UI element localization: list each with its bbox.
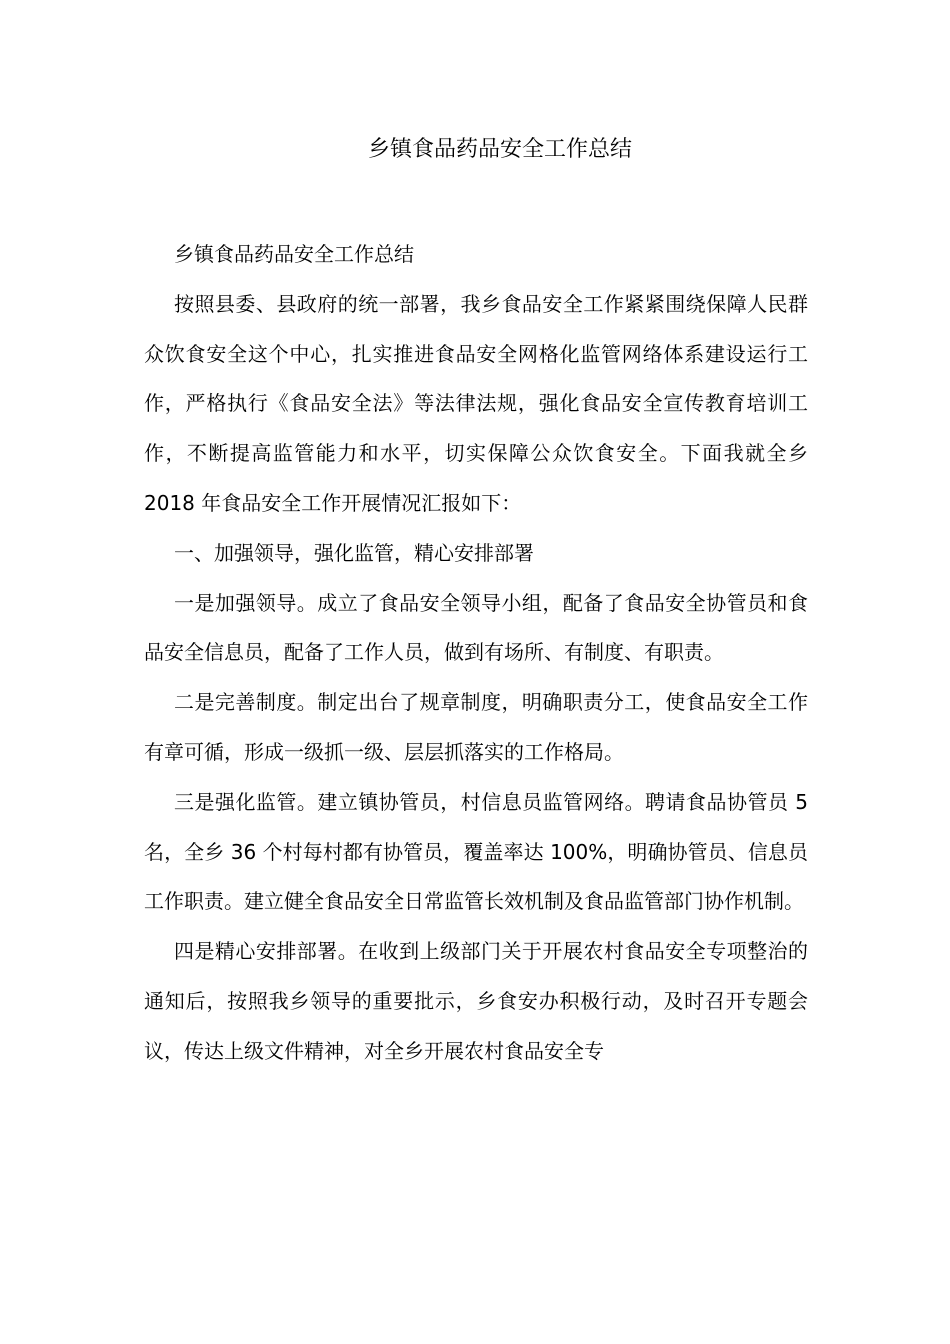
paragraph-subtitle: 乡镇食品药品安全工作总结 (174, 242, 414, 266)
paragraph-intro: 按照县委、县政府的统一部署，我乡食品安全工作紧紧围绕保障人民群众饮食安全这个中心，扎实推进食品安全网格化监管网络体系建设运行工作，严格执行《食品安全法》等法律法规，强化食品安全宣传教育培训工作，不断提高监管能力和水平，切实保障公众饮食安全。下面我就全乡 2018 年食品安全工作开展情况汇报如下： (144, 291, 808, 515)
paragraph-point-2: 二是完善制度。制定出台了规章制度，明确职责分工，使食品安全工作有章可循，形成一级抓一级、层层抓落实的工作格局。 (144, 690, 808, 764)
paragraph-point-1: 一是加强领导。成立了食品安全领导小组，配备了食品安全协管员和食品安全信息员，配备了工作人员，做到有场所、有制度、有职责。 (144, 590, 808, 665)
paragraph-point-4: 四是精心安排部署。在收到上级部门关于开展农村食品安全专项整治的通知后，按照我乡领导的重要批示，乡食安办积极行动，及时召开专题会议，传达上级文件精神，对全乡开展农村食品安全专 (144, 939, 808, 1063)
document-title: 乡镇食品药品安全工作总结 (367, 137, 632, 162)
paragraph-point-3: 三是强化监管。建立镇协管员，村信息员监管网络。聘请食品协管员 5 名，全乡 36 个村每村都有协管员，覆盖率达 100%，明确协管员、信息员工作职责。建立健全食品安全日常监管长效机制及食品监管部门协作机制。 (144, 789, 808, 914)
paragraph-section-heading: 一、加强领导，强化监管，精心安排部署 (174, 540, 534, 565)
document-body (144, 230, 808, 1077)
